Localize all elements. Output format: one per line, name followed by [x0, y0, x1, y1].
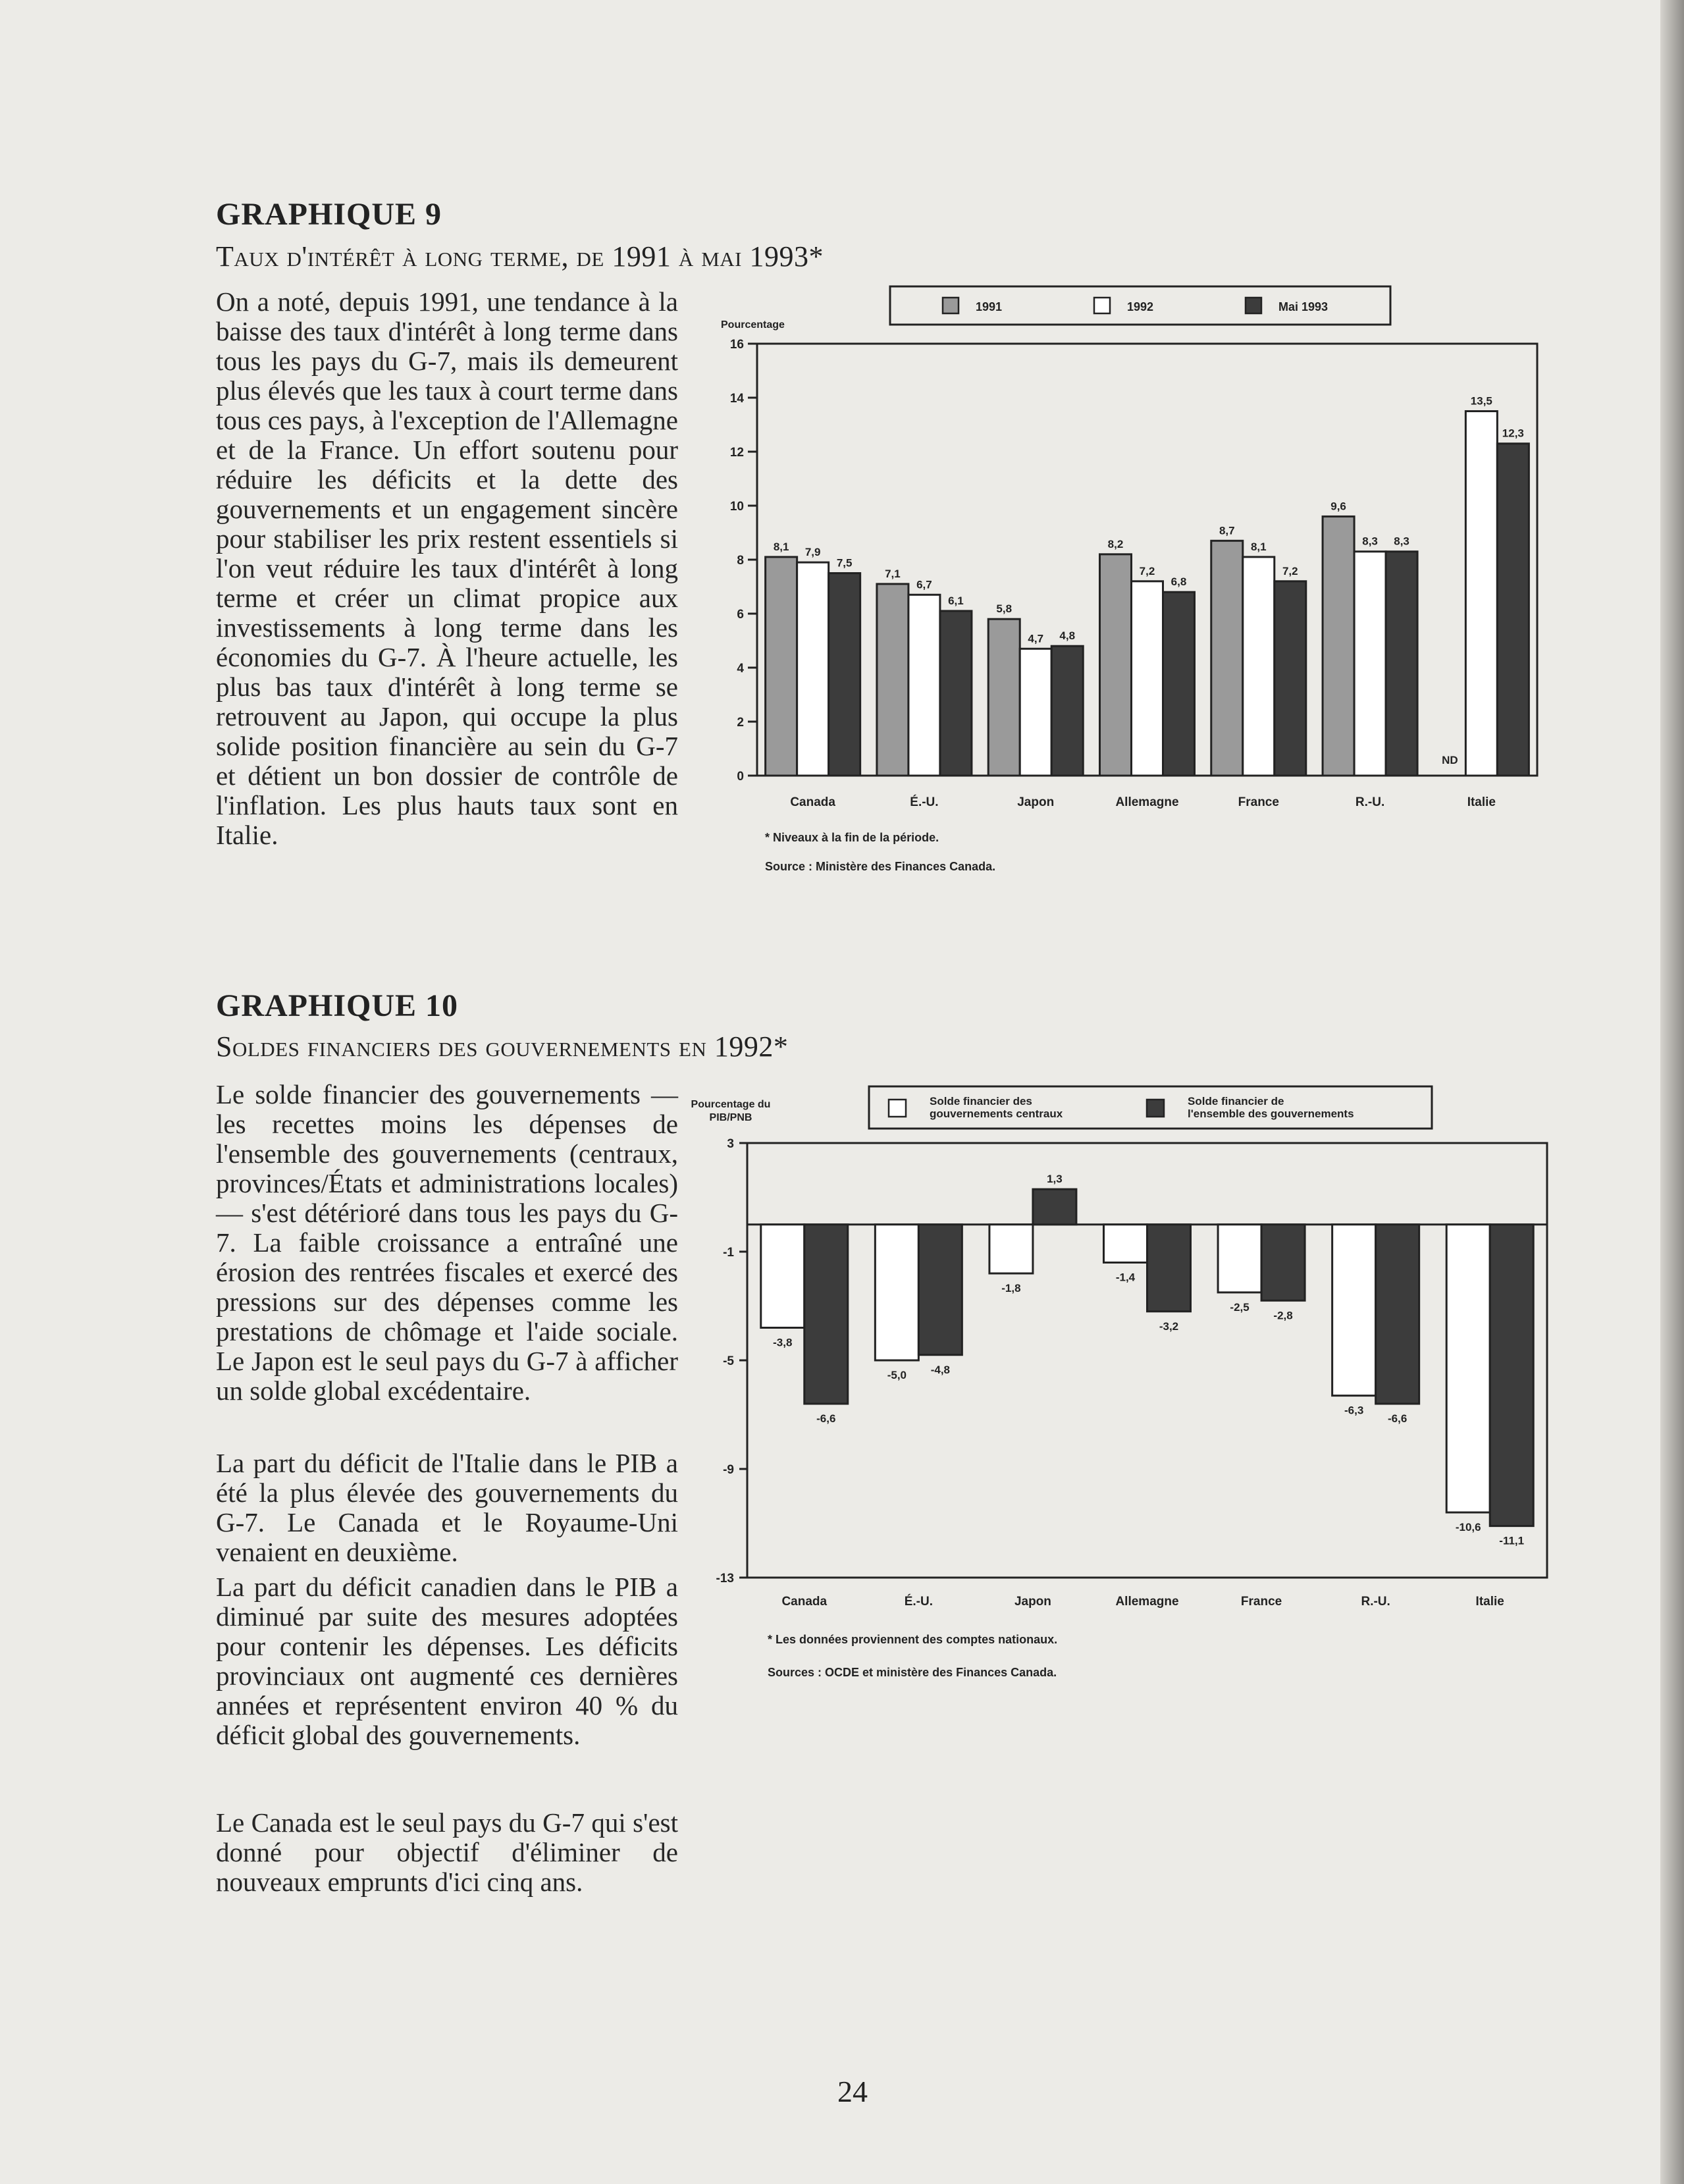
chart9-bar	[766, 557, 797, 776]
chart9-category-label: Canada	[790, 795, 835, 809]
chart9-legend-label: Mai 1993	[1278, 300, 1329, 313]
chart9-ytick-label: 6	[737, 608, 744, 622]
chart9-bar	[1275, 581, 1306, 776]
chart10-category-label: Japon	[1014, 1595, 1051, 1609]
chart10-legend-label-line: l'ensemble des gouvernements	[1188, 1107, 1354, 1120]
chart9-bar	[1497, 444, 1529, 776]
chart9-legend-label: 1992	[1127, 300, 1154, 313]
chart9-legend-swatch	[943, 298, 959, 313]
chart9-data-label: 6,8	[1171, 575, 1187, 589]
chart9-data-label: 8,1	[1250, 540, 1267, 553]
chart10-bar	[1147, 1225, 1191, 1312]
chart9-data-label: 8,1	[773, 540, 789, 553]
chart9-category-label: É.-U.	[910, 795, 939, 809]
chart10-legend-label	[1188, 1095, 1354, 1120]
chart9-data-label: 6,1	[948, 594, 964, 607]
chart10-heading: GRAPHIQUE 10	[216, 988, 459, 1023]
chart10-ytick-label: -1	[723, 1246, 734, 1260]
chart9-data-label: ND	[1442, 754, 1458, 766]
chart10-legend-label-line: Solde financier de	[1188, 1095, 1284, 1107]
chart9-category-label: Allemagne	[1115, 795, 1179, 809]
chart9-ytick-label: 10	[729, 500, 744, 514]
chart9-legend-swatch	[1246, 298, 1261, 313]
chart9-bar	[940, 611, 972, 776]
chart9-data-label: 8,3	[1394, 535, 1409, 548]
chart9-category-label: Italie	[1467, 795, 1496, 809]
chart10-ylabel-line: PIB/PNB	[709, 1112, 752, 1123]
chart10-bar	[1376, 1225, 1419, 1404]
chart10-ytick-label: -9	[723, 1463, 734, 1477]
chart9-data-label: 7,2	[1139, 564, 1155, 577]
chart9-data-label: 8,3	[1362, 535, 1378, 548]
chart9-bar	[1163, 592, 1195, 776]
chart9-data-label: 9,6	[1330, 500, 1346, 513]
chart9-ytick-label: 4	[737, 662, 744, 676]
chart10-category-label: É.-U.	[904, 1595, 933, 1609]
chart10-paragraph-4: Le Canada est le seul pays du G-7 qui s'est donné pour objectif d'éliminer de nouveaux emprunts d'ici cinq ans.	[216, 1807, 678, 1897]
chart10-bar	[1218, 1225, 1261, 1292]
page-edge-shadow	[1660, 0, 1684, 2184]
chart10-svg	[691, 1080, 1554, 1692]
chart9-data-label: 12,3	[1502, 427, 1524, 440]
chart9-bar	[1100, 554, 1132, 776]
chart9-data-label: 7,5	[836, 556, 853, 570]
chart10-data-label: -4,8	[930, 1363, 951, 1376]
page-number: 24	[837, 2075, 868, 2108]
chart9-bar	[1020, 649, 1051, 776]
chart10-legend-label	[930, 1095, 1063, 1120]
chart10-data-label: -6,3	[1344, 1404, 1364, 1417]
chart9-source: Source : Ministère des Finances Canada.	[765, 860, 996, 873]
chart10-bar	[1490, 1225, 1533, 1526]
chart10-ylabel-line: Pourcentage du	[691, 1099, 771, 1110]
chart10-category-label: Italie	[1475, 1595, 1504, 1609]
chart10-category-label: Canada	[781, 1595, 828, 1609]
chart10-ytick-label: -5	[723, 1354, 734, 1368]
chart9-data-label: 8,7	[1219, 524, 1235, 537]
chart9-bar	[1243, 557, 1275, 776]
chart9-data-label: 4,7	[1028, 632, 1044, 645]
chart9-data-label: 8,2	[1107, 537, 1124, 550]
chart10-bar	[804, 1225, 848, 1404]
chart9-category-label: Japon	[1017, 795, 1055, 809]
chart10-category-label: R.-U.	[1361, 1595, 1390, 1609]
chart9-bar	[1465, 412, 1497, 776]
chart10-data-label: 1,3	[1047, 1173, 1063, 1186]
chart9-data-label: 6,7	[916, 578, 932, 591]
chart9-svg	[711, 283, 1554, 889]
chart10-data-label: -3,8	[773, 1336, 793, 1349]
chart9-heading: GRAPHIQUE 9	[216, 197, 442, 232]
chart9-data-label: 5,8	[996, 602, 1013, 616]
chart9-ytick-label: 8	[737, 554, 744, 568]
chart9-bar	[829, 573, 860, 776]
chart10-category-label: France	[1240, 1595, 1282, 1609]
chart10-legend-label-line: Solde financier des	[930, 1095, 1032, 1107]
chart10-paragraph-3: La part du déficit canadien dans le PIB a diminué par suite des mesures adoptées pour contenir les dépenses. Les déficits provinciaux ont augmenté ces dernières années et représentent environ 40 % du déficit global des gouvernements.	[216, 1572, 678, 1750]
chart10-data-label: -5,0	[887, 1369, 907, 1381]
chart9-category-label: R.-U.	[1355, 795, 1385, 809]
chart10-legend-swatch	[1147, 1100, 1164, 1117]
chart10-data-label: -11,1	[1499, 1534, 1525, 1547]
chart9-bar	[1354, 552, 1386, 776]
chart10-data-label: -1,8	[1001, 1282, 1021, 1294]
chart9-category-label: France	[1238, 795, 1279, 809]
chart10-data-label: -10,6	[1455, 1521, 1481, 1533]
chart10-bar	[1261, 1225, 1305, 1301]
chart9-data-label: 4,8	[1059, 629, 1076, 643]
chart9-paragraph: On a noté, depuis 1991, une tendance à la baisse des taux d'intérêt à long terme dans tous les pays du G-7, mais ils demeurent plus élevés que les taux à court terme dans tous ces pays, à l'exception de l'Allemagne et de la France. Un effort soutenu pour réduire les déficits et la dette des gouvernements et un engagement sincère pour stabiliser les prix restent essentiels si l'on veut réduire les taux d'intérêt à long terme et créer un climat propice aux investissements à long terme dans les économies du G-7. À l'heure actuelle, les plus bas taux d'intérêt à long terme se retrouvent au Japon, qui occupe la plus solide position financière au sein du G-7 et détient un bon dossier de contrôle de l'inflation. Les plus hauts taux sont en Italie.	[216, 286, 678, 850]
chart10-data-label: -2,8	[1273, 1309, 1293, 1322]
chart10-data-label: -6,6	[816, 1412, 836, 1425]
chart10-legend-swatch	[889, 1100, 906, 1117]
chart9-ytick-label: 12	[729, 446, 744, 460]
chart9-legend-swatch	[1094, 298, 1110, 313]
chart9-data-label: 13,5	[1470, 394, 1492, 408]
chart9-bar	[988, 619, 1020, 776]
chart10-bar	[1332, 1225, 1376, 1396]
chart9-bar	[877, 584, 908, 776]
chart9-ytick-label: 16	[729, 338, 744, 352]
chart10-legend-label-line: gouvernements centraux	[930, 1107, 1063, 1120]
chart10-paragraph-2: La part du déficit de l'Italie dans le PIB a été la plus élevée des gouvernements du G-7. Le Canada et le Royaume-Uni venaient en deuxième.	[216, 1448, 678, 1567]
chart10-note: * Les données proviennent des comptes nationaux.	[768, 1633, 1058, 1646]
chart10-bar	[1446, 1225, 1490, 1512]
chart10-ytick-label: 3	[727, 1137, 734, 1151]
chart9-ytick-label: 14	[729, 392, 744, 406]
chart10-data-label: -2,5	[1230, 1300, 1250, 1314]
chart9-legend-label: 1991	[976, 300, 1003, 313]
chart10-source: Sources : OCDE et ministère des Finances Canada.	[768, 1666, 1057, 1679]
chart10-subheading: Soldes financiers des gouvernements en 1992*	[216, 1030, 789, 1063]
chart10-bar	[761, 1225, 804, 1328]
chart9-subheading: Taux d'intérêt à long terme, de 1991 à mai 1993*	[216, 240, 824, 273]
chart10-data-label: -1,4	[1115, 1271, 1136, 1284]
chart9-note: * Niveaux à la fin de la période.	[765, 831, 939, 844]
chart10-data-label: -3,2	[1159, 1319, 1179, 1333]
chart10-category-label: Allemagne	[1115, 1595, 1179, 1609]
chart9-data-label: 7,1	[885, 567, 901, 580]
chart9-ylabel: Pourcentage	[721, 319, 785, 331]
chart9-bar	[1132, 581, 1163, 776]
chart9-bar	[797, 562, 829, 776]
chart9-data-label: 7,2	[1282, 564, 1298, 577]
chart9-bar	[1386, 552, 1417, 776]
chart10-bar	[1033, 1189, 1076, 1225]
chart9-bar	[1323, 516, 1354, 776]
chart10-data-label: -6,6	[1387, 1412, 1408, 1425]
chart10-bar	[1104, 1225, 1147, 1263]
chart10-bar	[918, 1225, 962, 1355]
chart10-bar	[875, 1225, 918, 1360]
chart9-bar	[1051, 646, 1083, 776]
chart10-plot-frame	[747, 1143, 1547, 1578]
chart9-data-label: 7,9	[804, 546, 821, 559]
chart9-bar	[1211, 541, 1243, 776]
chart10-paragraph-1: Le solde financier des gouvernements — les recettes moins les dépenses de l'ensemble des gouvernements (centraux, provinces/États et administrations locales) — s'est détérioré dans tous les pays du G-7. La faible croissance a entraîné une érosion des rentrées fiscales et exercé des pressions sur des dépenses comme les prestations de chômage et l'aide sociale. Le Japon est le seul pays du G-7 à afficher un solde global excédentaire.	[216, 1079, 678, 1406]
chart10-bar	[989, 1225, 1033, 1273]
chart9-ytick-label: 0	[737, 770, 744, 784]
chart10-ylabel	[691, 1099, 771, 1123]
chart9-ytick-label: 2	[737, 716, 744, 730]
chart10-ytick-label: -13	[716, 1572, 734, 1585]
chart9-bar	[908, 595, 940, 776]
